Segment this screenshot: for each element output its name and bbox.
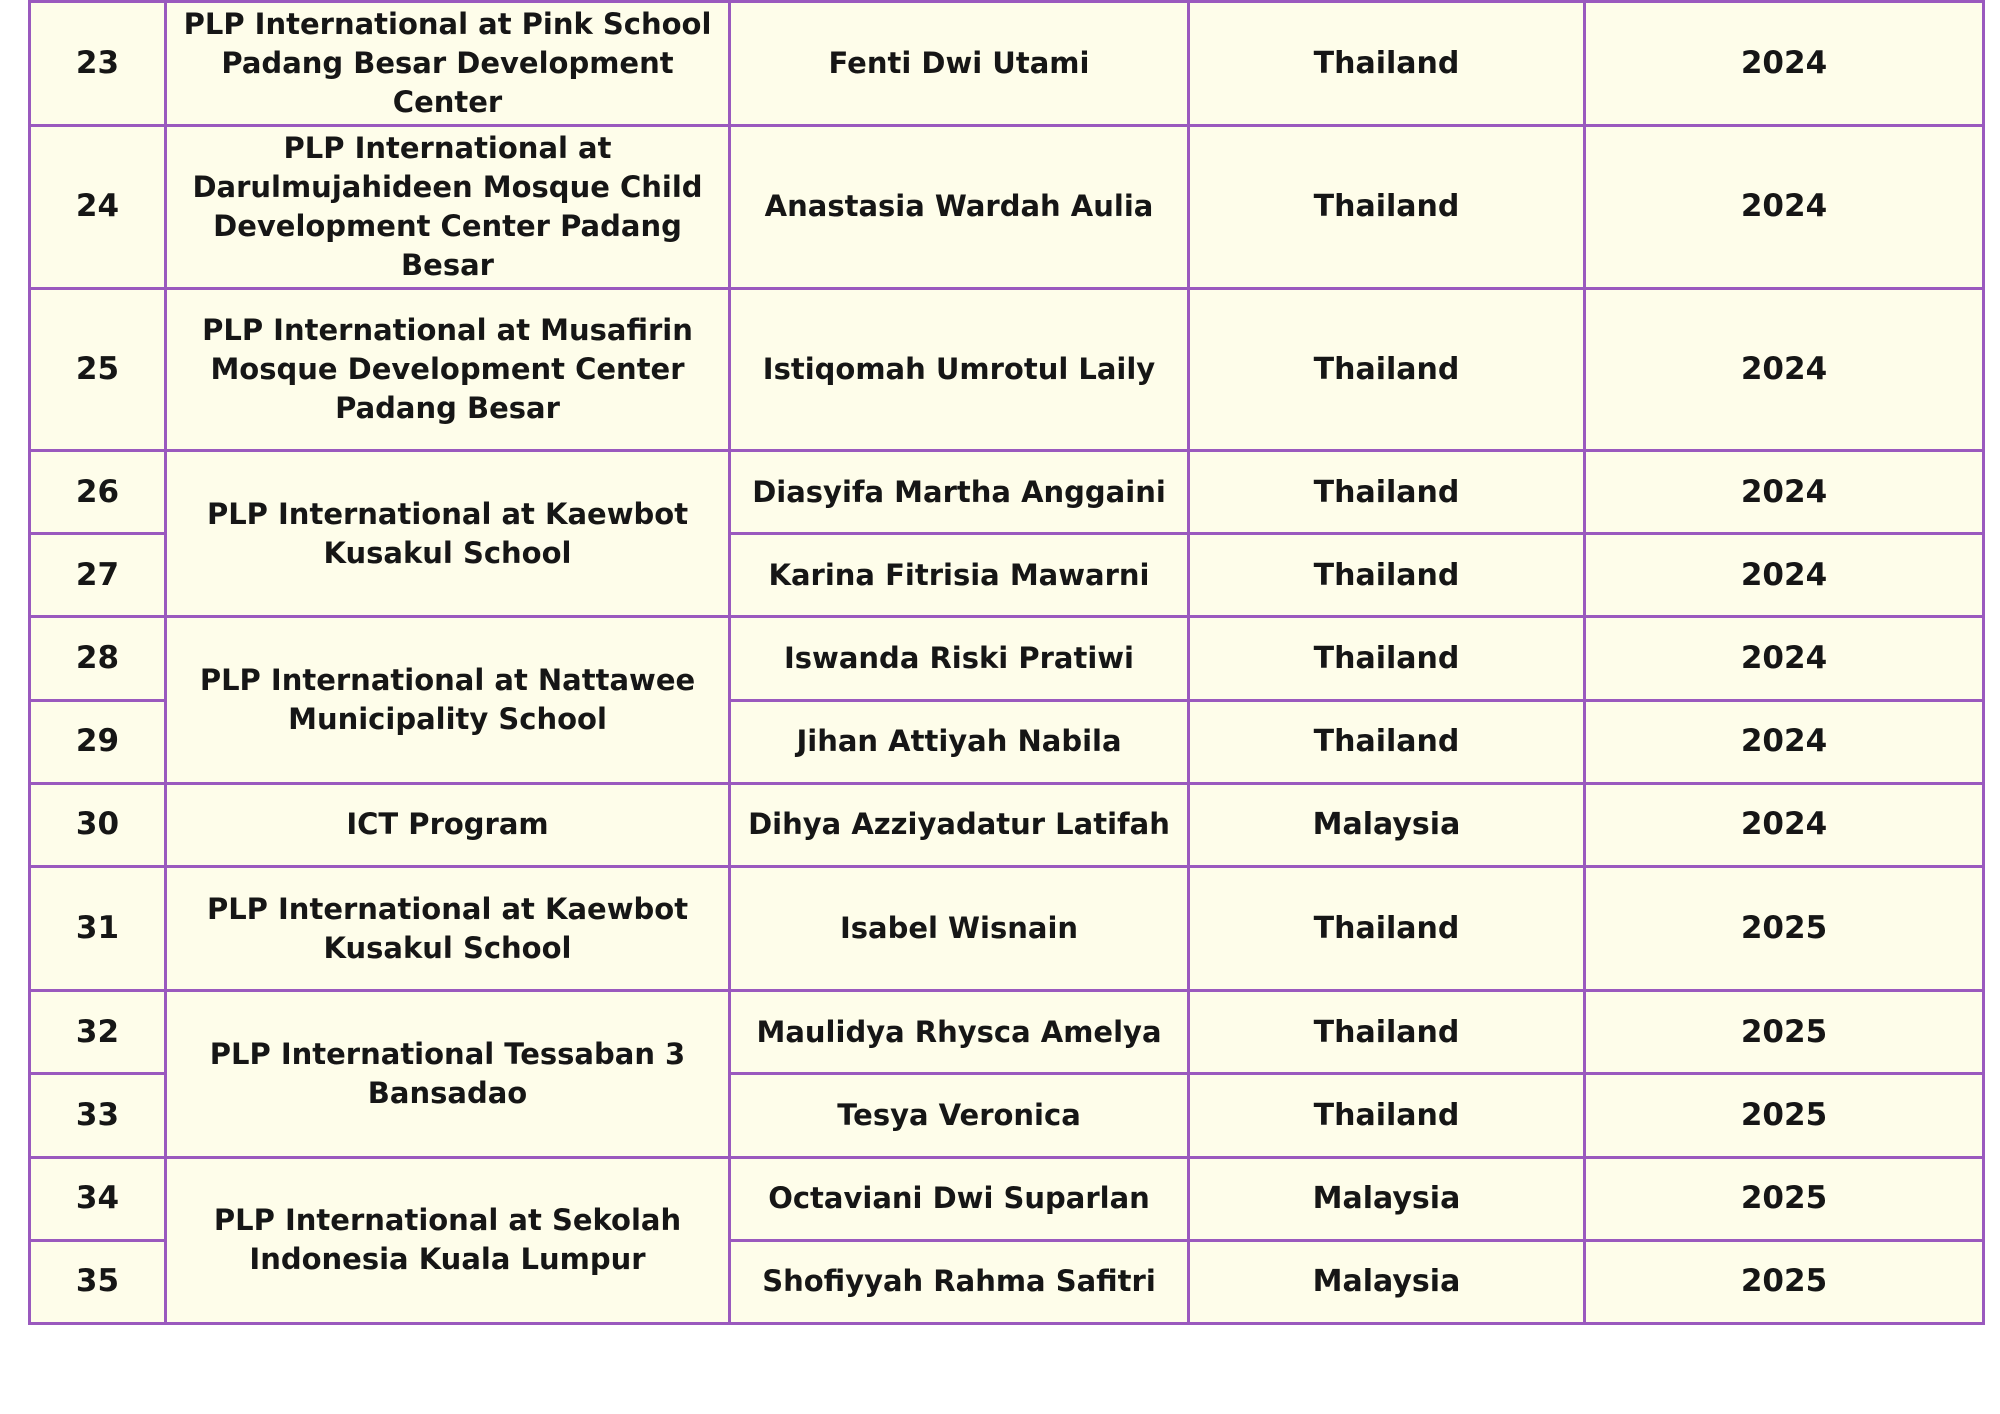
table-row — [30, 288, 1984, 450]
participants-table — [28, 0, 1985, 1325]
row-number-cell: 35 — [30, 1240, 166, 1323]
program-cell: PLP International at Kaewbot Kusakul School — [166, 866, 730, 990]
year-cell: 2024 — [1585, 451, 1984, 534]
program-cell: PLP International at Musafirin Mosque Development Center Padang Besar — [166, 288, 730, 450]
table-row — [30, 1157, 1984, 1240]
country-cell: Thailand — [1189, 1074, 1585, 1157]
table-row — [30, 2, 1984, 126]
table-row — [30, 866, 1984, 990]
country-cell: Thailand — [1189, 2, 1585, 126]
row-number-cell: 31 — [30, 866, 166, 990]
year-cell: 2024 — [1585, 126, 1984, 288]
table-row — [30, 783, 1984, 866]
participant-name-cell: Istiqomah Umrotul Laily — [730, 288, 1189, 450]
country-cell: Thailand — [1189, 866, 1585, 990]
row-number-cell: 24 — [30, 126, 166, 288]
participant-name-cell: Karina Fitrisia Mawarni — [730, 534, 1189, 617]
participant-name-cell: Octaviani Dwi Suparlan — [730, 1157, 1189, 1240]
year-cell: 2024 — [1585, 783, 1984, 866]
country-cell: Thailand — [1189, 126, 1585, 288]
participant-name-cell: Shofiyyah Rahma Safitri — [730, 1240, 1189, 1323]
country-cell: Thailand — [1189, 534, 1585, 617]
country-cell: Thailand — [1189, 991, 1585, 1074]
participants-table-container — [28, 0, 1982, 1325]
year-cell: 2025 — [1585, 1074, 1984, 1157]
table-row — [30, 126, 1984, 288]
row-number-cell: 27 — [30, 534, 166, 617]
row-number-cell: 30 — [30, 783, 166, 866]
participant-name-cell: Dihya Azziyadatur Latifah — [730, 783, 1189, 866]
participant-name-cell: Iswanda Riski Pratiwi — [730, 617, 1189, 700]
participant-name-cell: Diasyifa Martha Anggaini — [730, 451, 1189, 534]
row-number-cell: 29 — [30, 700, 166, 783]
year-cell: 2024 — [1585, 617, 1984, 700]
row-number-cell: 32 — [30, 991, 166, 1074]
year-cell: 2025 — [1585, 866, 1984, 990]
year-cell: 2024 — [1585, 2, 1984, 126]
row-number-cell: 25 — [30, 288, 166, 450]
program-cell: PLP International at Sekolah Indonesia Kuala Lumpur — [166, 1157, 730, 1323]
year-cell: 2024 — [1585, 534, 1984, 617]
row-number-cell: 23 — [30, 2, 166, 126]
year-cell: 2025 — [1585, 1157, 1984, 1240]
table-row — [30, 617, 1984, 700]
table-row — [30, 451, 1984, 534]
program-cell: PLP International at Pink School Padang Besar Development Center — [166, 2, 730, 126]
country-cell: Thailand — [1189, 451, 1585, 534]
country-cell: Thailand — [1189, 288, 1585, 450]
year-cell: 2025 — [1585, 991, 1984, 1074]
country-cell: Malaysia — [1189, 1240, 1585, 1323]
row-number-cell: 28 — [30, 617, 166, 700]
row-number-cell: 33 — [30, 1074, 166, 1157]
year-cell: 2024 — [1585, 288, 1984, 450]
participant-name-cell: Isabel Wisnain — [730, 866, 1189, 990]
participant-name-cell: Anastasia Wardah Aulia — [730, 126, 1189, 288]
row-number-cell: 34 — [30, 1157, 166, 1240]
country-cell: Malaysia — [1189, 1157, 1585, 1240]
year-cell: 2024 — [1585, 700, 1984, 783]
participant-name-cell: Jihan Attiyah Nabila — [730, 700, 1189, 783]
program-cell: PLP International at Darulmujahideen Mosque Child Development Center Padang Besar — [166, 126, 730, 288]
participant-name-cell: Maulidya Rhysca Amelya — [730, 991, 1189, 1074]
participant-name-cell: Fenti Dwi Utami — [730, 2, 1189, 126]
table-row — [30, 991, 1984, 1074]
program-cell: PLP International Tessaban 3 Bansadao — [166, 991, 730, 1157]
country-cell: Thailand — [1189, 700, 1585, 783]
country-cell: Thailand — [1189, 617, 1585, 700]
country-cell: Malaysia — [1189, 783, 1585, 866]
year-cell: 2025 — [1585, 1240, 1984, 1323]
program-cell: PLP International at Nattawee Municipality School — [166, 617, 730, 783]
participant-name-cell: Tesya Veronica — [730, 1074, 1189, 1157]
program-cell: ICT Program — [166, 783, 730, 866]
row-number-cell: 26 — [30, 451, 166, 534]
program-cell: PLP International at Kaewbot Kusakul School — [166, 451, 730, 617]
